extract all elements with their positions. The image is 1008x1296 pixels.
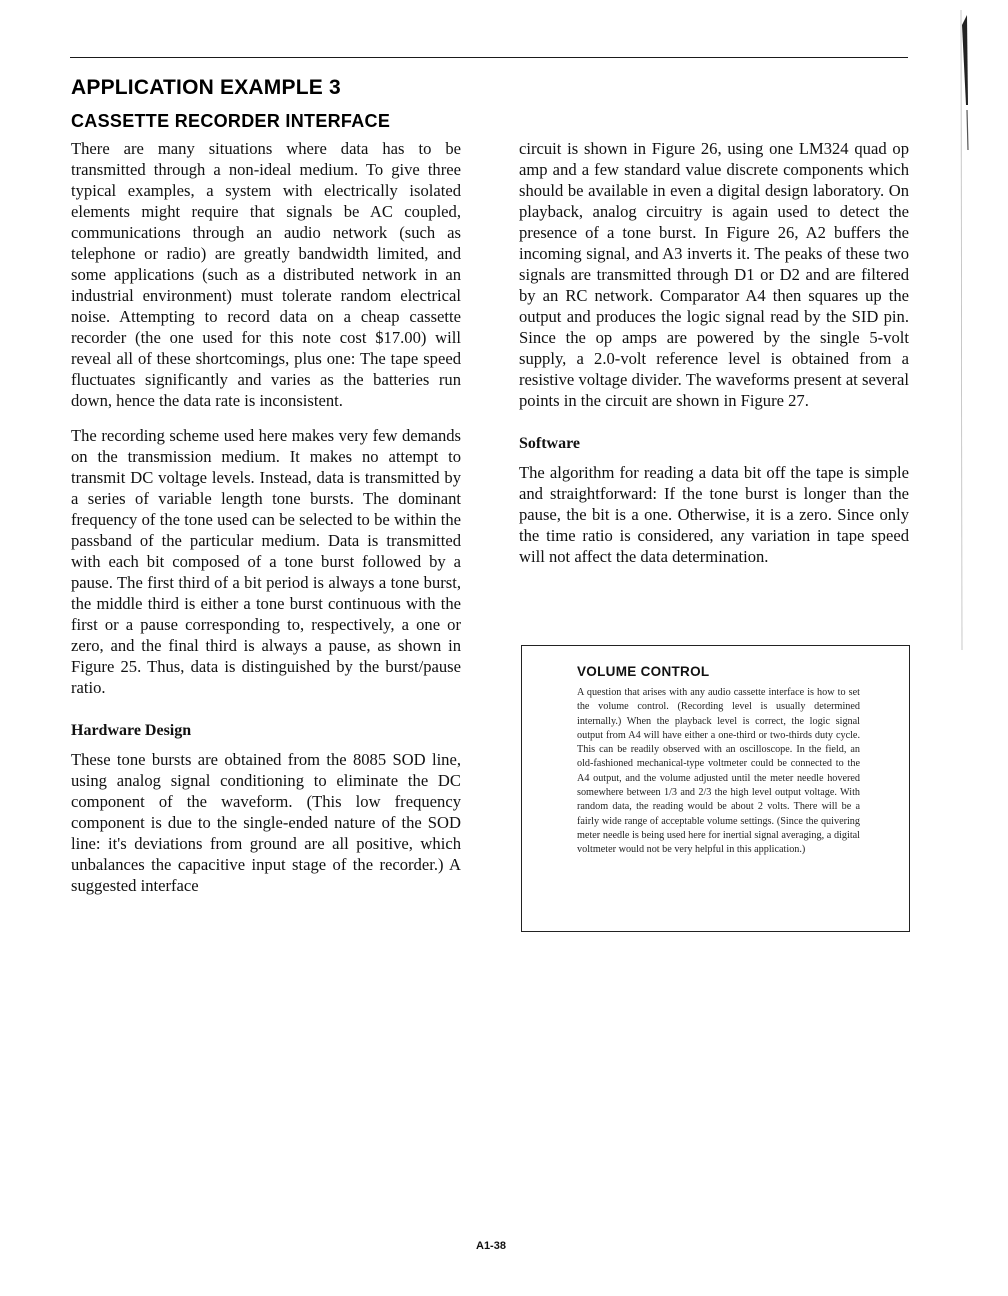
left-column [71,138,461,896]
right-column [519,138,909,567]
page-number: A1-38 [476,1240,506,1252]
hardware-design-paragraph: These tone bursts are obtained from the 8085 SOD line, using analog signal conditioning to eliminate the DC component of the waveform. (This low frequency component is due to the single-ended nature of the SOD line: it's deviations from ground are all positive, which unbalances the capacitive input stage of the recorder.) A suggested interface [71,750,461,895]
intro-paragraph: There are many situations where data has to be transmitted through a non-ideal medium. To give three typical examples, a system with electrically isolated elements might require that signals be AC coupled, communications through an audio network (such as telephone or radio) are greatly bandwidth limited, and some applications (such as a distributed network in an industrial environment) must tolerate random electrical noise. Attempting to record data on a cheap cassette recorder (the one used for this note cost $17.00) will reveal all of these shortcomings, plus one: The tape speed fluctuates significantly and varies as the batteries run down, hence the data rate is inconsistent. [71,139,461,410]
scan-edge-mark [958,10,972,650]
software-paragraph: The algorithm for reading a data bit off the tape is simple and straightforward: If the tone burst is longer than the pause, the bit is a one. Otherwise, it is a zero. Since only the time ratio is considered, any variation in tape speed will not affect the data determination. [519,463,909,566]
recording-scheme-paragraph: The recording scheme used here makes very few demands on the transmission medium. It makes no attempt to transmit DC voltage levels. Instead, data is transmitted by a series of variable length tone bursts. The dominant frequency of the tone used can be selected to be within the passband of the particular medium. Data is transmitted with each bit composed of a tone burst followed by a pause. The first third of a bit period is always a tone burst, the middle third is either a tone burst continuous with the first or a pause corresponding to, respectively, a one or zero, and the final third is always a pause, as shown in Figure 25. Thus, data is distinguished by the burst/pause ratio. [71,426,461,697]
section-title: CASSETTE RECORDER INTERFACE [71,111,391,131]
volume-control-sidebar [521,645,910,932]
page-title: APPLICATION EXAMPLE 3 [71,76,341,99]
sidebar-body: A question that arises with any audio cassette interface is how to set the volume control. (Recording level is usually determined internally.) When the playback level is correct, the logic signal output from A4 will have either a one-third or two-thirds duty cycle. This can be readily observed with an oscilloscope. In the field, an old-fashioned mechanical-type voltmeter could be connected to the A4 output, and the volume adjusted until the meter needle hovered somewhere between 1/3 and 2/3 the high level output voltage. With random data, the reading would be about 2 volts. There will be a fairly wide range of acceptable volume settings. (Since the quivering meter needle is being used here for inertial signal averaging, a digital voltmeter would not be very helpful in this application.) [577,687,860,856]
hardware-design-heading: Hardware Design [71,722,192,739]
circuit-paragraph: circuit is shown in Figure 26, using one LM324 quad op amp and a few standard value discrete components which should be available in even a digital design laboratory. On playback, analog circuitry is again used to detect the presence of a tone burst. In Figure 26, A2 buffers the incoming signal, and A3 inverts it. The peaks of these two signals are transmitted through D1 or D2 and are filtered by an RC network. Comparator A4 then squares up the output and produces the logic signal read by the SID pin. Since the op amps are powered by the single 5-volt supply, a 2.0-volt reference level is obtained from a resistive voltage divider. The waveforms present at several points in the circuit are shown in Figure 27. [519,139,909,410]
sidebar-title: VOLUME CONTROL [577,664,710,679]
software-heading: Software [519,435,581,452]
header-rule [70,57,908,58]
